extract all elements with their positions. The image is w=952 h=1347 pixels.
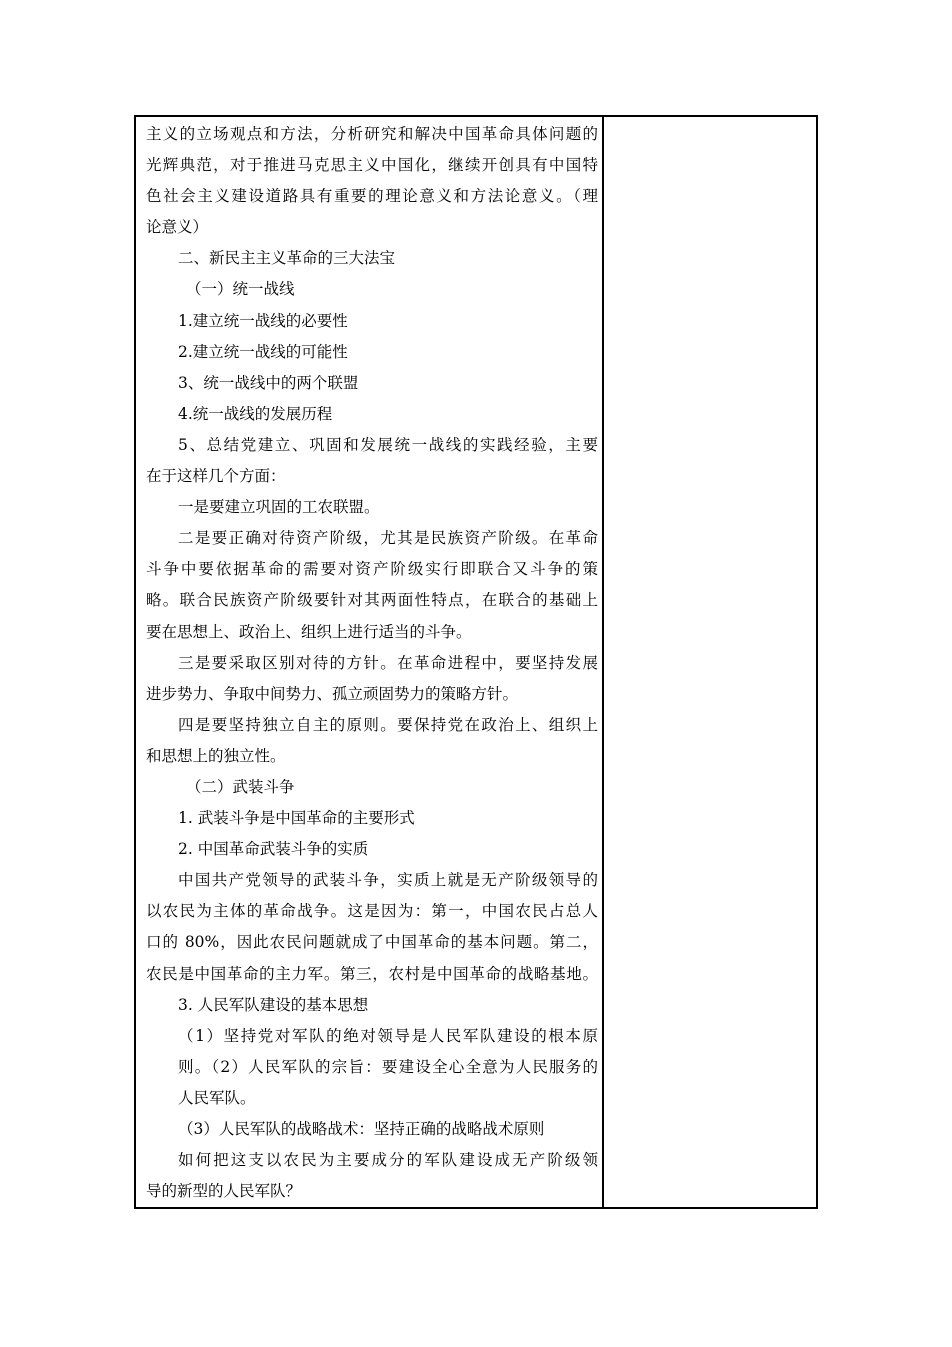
list-item: 3、统一战线中的两个联盟	[178, 373, 359, 392]
text-line: 和思想上的独立性。	[146, 746, 286, 765]
subsection-heading: （二）武装斗争	[186, 777, 295, 796]
text-line: 主义的立场观点和方法，分析研究和解决中国革命具体问题的	[146, 125, 598, 143]
text-line: 口的 80%，因此农民问题就成了中国革命的基本问题。第二，	[146, 933, 598, 952]
text-line: 四是要坚持独立自主的原则。要保持党在政治上、组织上	[178, 715, 598, 734]
text-line: 斗争中要依据革命的需要对资产阶级实行即联合又斗争的策	[146, 560, 598, 579]
text-line: 一是要建立巩固的工农联盟。	[178, 498, 380, 517]
text-line: 导的新型的人民军队？	[146, 1182, 302, 1201]
list-item: 3. 人民军队建设的基本思想	[178, 995, 369, 1014]
list-item: 2.建立统一战线的可能性	[178, 342, 348, 361]
list-item: 1. 武装斗争是中国革命的主要形式	[178, 809, 415, 828]
text-line: （3）人民军队的战略战术：坚持正确的战略战术原则	[178, 1120, 545, 1138]
list-item: 1.建立统一战线的必要性	[178, 311, 348, 330]
text-line: 如何把这支以农民为主要成分的军队建设成无产阶级领	[178, 1151, 598, 1170]
text-line: 在于这样几个方面：	[146, 467, 286, 486]
section-heading: 二、新民主主义革命的三大法宝	[178, 249, 396, 268]
text-line: 色社会主义建设道路具有重要的理论意义和方法论意义。（理	[146, 187, 598, 206]
text-line: 进步势力、争取中间势力、孤立顽固势力的策略方针。	[146, 684, 519, 703]
text-line: 农民是中国革命的主力军。第三，农村是中国革命的战略基地。	[146, 964, 598, 983]
text-line: 略。联合民族资产阶级要针对其两面性特点，在联合的基础上	[146, 591, 598, 610]
subsection-heading: （一）统一战线	[186, 280, 295, 299]
text-line: 以农民为主体的革命战争。这是因为：第一，中国农民占总人	[146, 902, 598, 921]
text-line: 论意义）	[146, 218, 209, 237]
text-line: 二是要正确对待资产阶级，尤其是民族资产阶级。在革命	[178, 529, 598, 548]
main-text-cell	[146, 119, 598, 1207]
list-item: 4.统一战线的发展历程	[178, 404, 333, 423]
text-line: 人民军队。	[178, 1088, 256, 1107]
text-line: 三是要采取区别对待的方针。在革命进程中，要坚持发展	[178, 653, 598, 672]
text-line: 5、总结党建立、巩固和发展统一战线的实践经验，主要	[178, 435, 598, 454]
text-line: 则。（2）人民军队的宗旨：要建设全心全意为人民服务的	[178, 1057, 598, 1076]
text-line: 光辉典范，对于推进马克思主义中国化，继续开创具有中国特	[146, 156, 598, 175]
list-item: 2. 中国革命武装斗争的实质	[178, 840, 369, 859]
text-line: （1）坚持党对军队的绝对领导是人民军队建设的根本原	[178, 1026, 598, 1045]
content-table	[134, 115, 818, 1209]
text-line: 中国共产党领导的武装斗争，实质上就是无产阶级领导的	[178, 871, 598, 890]
text-line: 要在思想上、政治上、组织上进行适当的斗争。	[146, 622, 472, 641]
notes-cell	[604, 117, 816, 1207]
